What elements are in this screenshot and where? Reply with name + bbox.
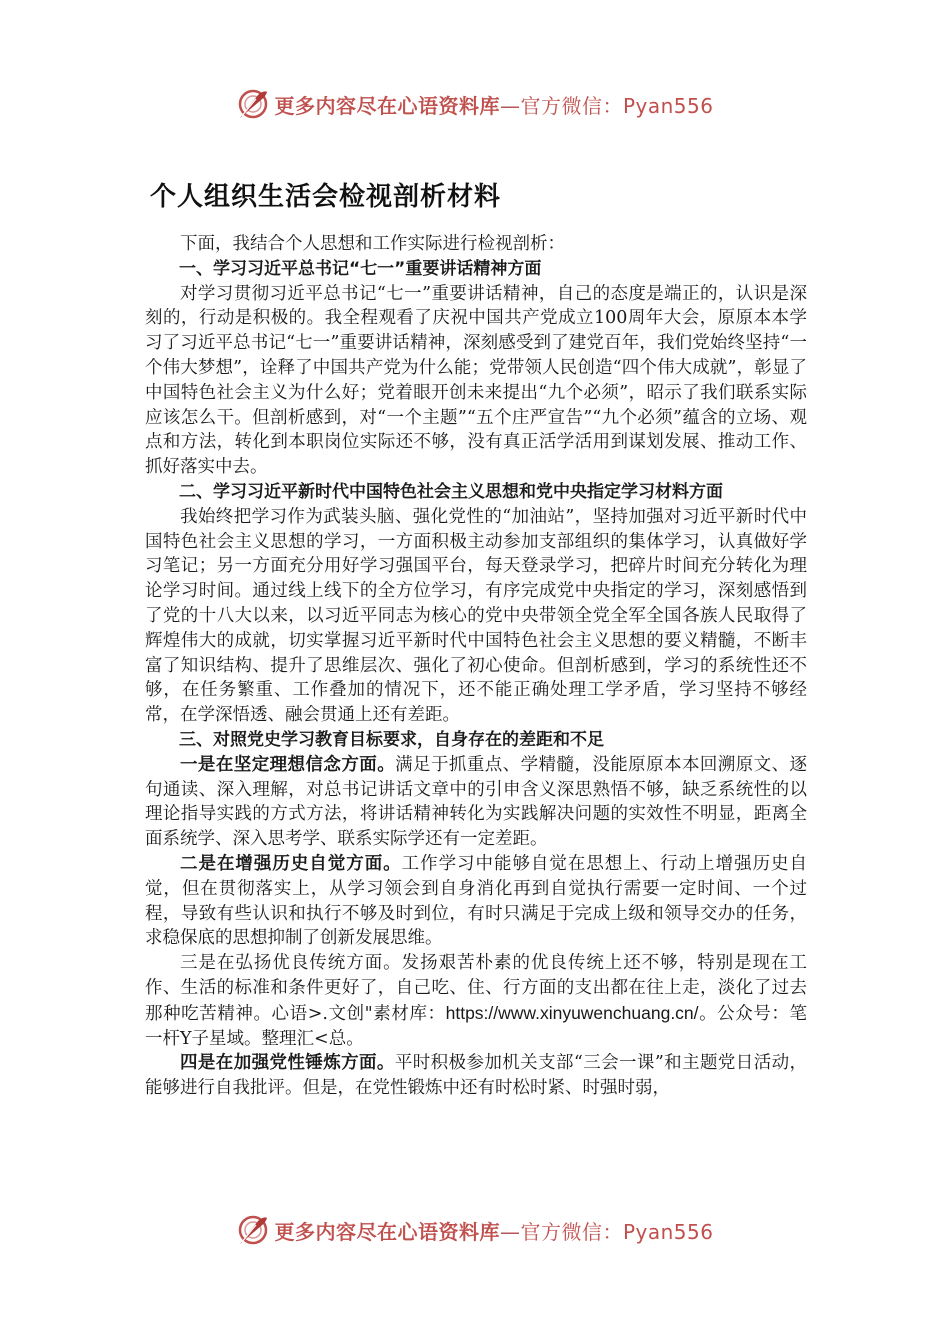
header-banner bbox=[0, 86, 950, 122]
banner-wechat-text: 官方微信：Pyan556 bbox=[520, 93, 714, 118]
item4-body: 平时积极参加机关支部“三会一课”和主题党日活动，能够进行自我批评。但是，在党性锻炼中还有时松时紧、时强时弱， bbox=[145, 1053, 807, 1099]
quill-pen-logo-icon bbox=[236, 87, 270, 121]
section3-item3 bbox=[145, 951, 807, 1051]
banner-main-text: 更多内容尽在心语资料库 bbox=[274, 1219, 500, 1244]
footer-banner bbox=[0, 1212, 950, 1248]
section2-paragraph: 我始终把学习作为武装头脑、强化党性的“加油站”，坚持加强对习近平新时代中国特色社会主义思想的学习，一方面积极主动参加支部组织的集体学习，认真做好学习笔记；另一方面充分用好学习强国平台，每天登录学习，把碎片时间充分转化为理论学习时间。通过线上线下的全方位学习，有序完成党中央指定的学习，深刻感悟到了党的十八大以来，以习近平同志为核心的党中央带领全党全军全国各族人民取得了辉煌伟大的成就，切实掌握习近平新时代中国特色社会主义思想的要义精髓，不断丰富了知识结构、提升了思维层次、强化了初心使命。但剖析感到，学习的系统性还不够，在任务繁重、工作叠加的情况下，还不能正确处理工学矛盾，学习坚持不够经常，在学深悟透、融会贯通上还有差距。 bbox=[145, 506, 807, 726]
section3-heading: 三、对照党史学习教育目标要求，自身存在的差距和不足 bbox=[179, 729, 604, 750]
banner-dash: — bbox=[499, 93, 521, 118]
item1-lead: 一是在坚定理想信念方面。 bbox=[180, 754, 396, 775]
quill-pen-logo-icon bbox=[236, 1213, 270, 1247]
intro-paragraph: 下面，我结合个人思想和工作实际进行检视剖析： bbox=[180, 234, 565, 254]
document-body bbox=[145, 232, 807, 1101]
section3-item2 bbox=[145, 852, 807, 951]
section3-item4 bbox=[145, 1051, 807, 1101]
section1-heading: 一、学习习近平总书记“七一”重要讲话精神方面 bbox=[179, 258, 542, 279]
page-title: 个人组织生活会检视剖析材料 bbox=[150, 182, 502, 212]
section3-item1 bbox=[145, 753, 807, 852]
item3-text: 三是在弘扬优良传统方面。发扬艰苦朴素的优良传统上还不够，特别是现在工作、生活的标准和条件更好了，自己吃、住、行方面的支出都在往上走，淡化了过去那种吃苦精神。心语>.文创"素材库： bbox=[145, 953, 807, 1024]
item3-url-link[interactable]: https://www.xinyuwenchuang.cn/ bbox=[445, 1002, 699, 1023]
banner-main-text: 更多内容尽在心语资料库 bbox=[274, 93, 500, 118]
item1-body: 满足于抓重点、学精髓，没能原原本本回溯原文、逐句通读、深入理解，对总书记讲话文章中的引申含义深思熟悟不够，缺乏系统性的以理论指导实践的方式方法，将讲话精神转化为实践解决问题的实效性不明显，距离全面系统学、深入思考学、联系实际学还有一定差距。 bbox=[145, 754, 808, 850]
item2-lead: 二是在增强历史自觉方面。 bbox=[180, 853, 402, 874]
item2-body: 工作学习中能够自觉在思想上、行动上增强历史自觉，但在贯彻落实上，从学习领会到自身消化再到自觉执行需要一定时间、一个过程，导致有些认识和执行不够及时到位，有时只满足于完成上级和领导交办的任务，求稳保底的思想抑制了创新发展思维。 bbox=[145, 853, 808, 949]
section1-paragraph: 对学习贯彻习近平总书记“七一”重要讲话精神，自己的态度是端正的，认识是深刻的，行动是积极的。我全程观看了庆祝中国共产党成立100周年大会，原原本本学习了习近平总书记“七一”重要讲话精神，深刻感受到了建党百年，我们党始终坚持“一个伟大梦想”，诠释了中国共产党为什么能；党带领人民创造“四个伟大成就”，彰显了中国特色社会主义为什么好；党着眼开创未来提出“九个必须”，昭示了我们联系实际应该怎么干。但剖析感到，对“一个主题”“五个庄严宣告”“九个必须”蕴含的立场、观点和方法，转化到本职岗位实际还不够，没有真正活学活用到谋划发展、推动工作、抓好落实中去。 bbox=[145, 283, 807, 478]
banner-dash: — bbox=[499, 1219, 521, 1244]
item3-tail: 。公众号：笔一杆Y子星域。整理汇<总。 bbox=[145, 1003, 807, 1049]
banner-wechat-text: 官方微信：Pyan556 bbox=[520, 1219, 714, 1244]
item4-lead: 四是在加强党性锤炼方面。 bbox=[180, 1053, 395, 1074]
section2-heading: 二、学习习近平新时代中国特色社会主义思想和党中央指定学习材料方面 bbox=[179, 481, 723, 502]
